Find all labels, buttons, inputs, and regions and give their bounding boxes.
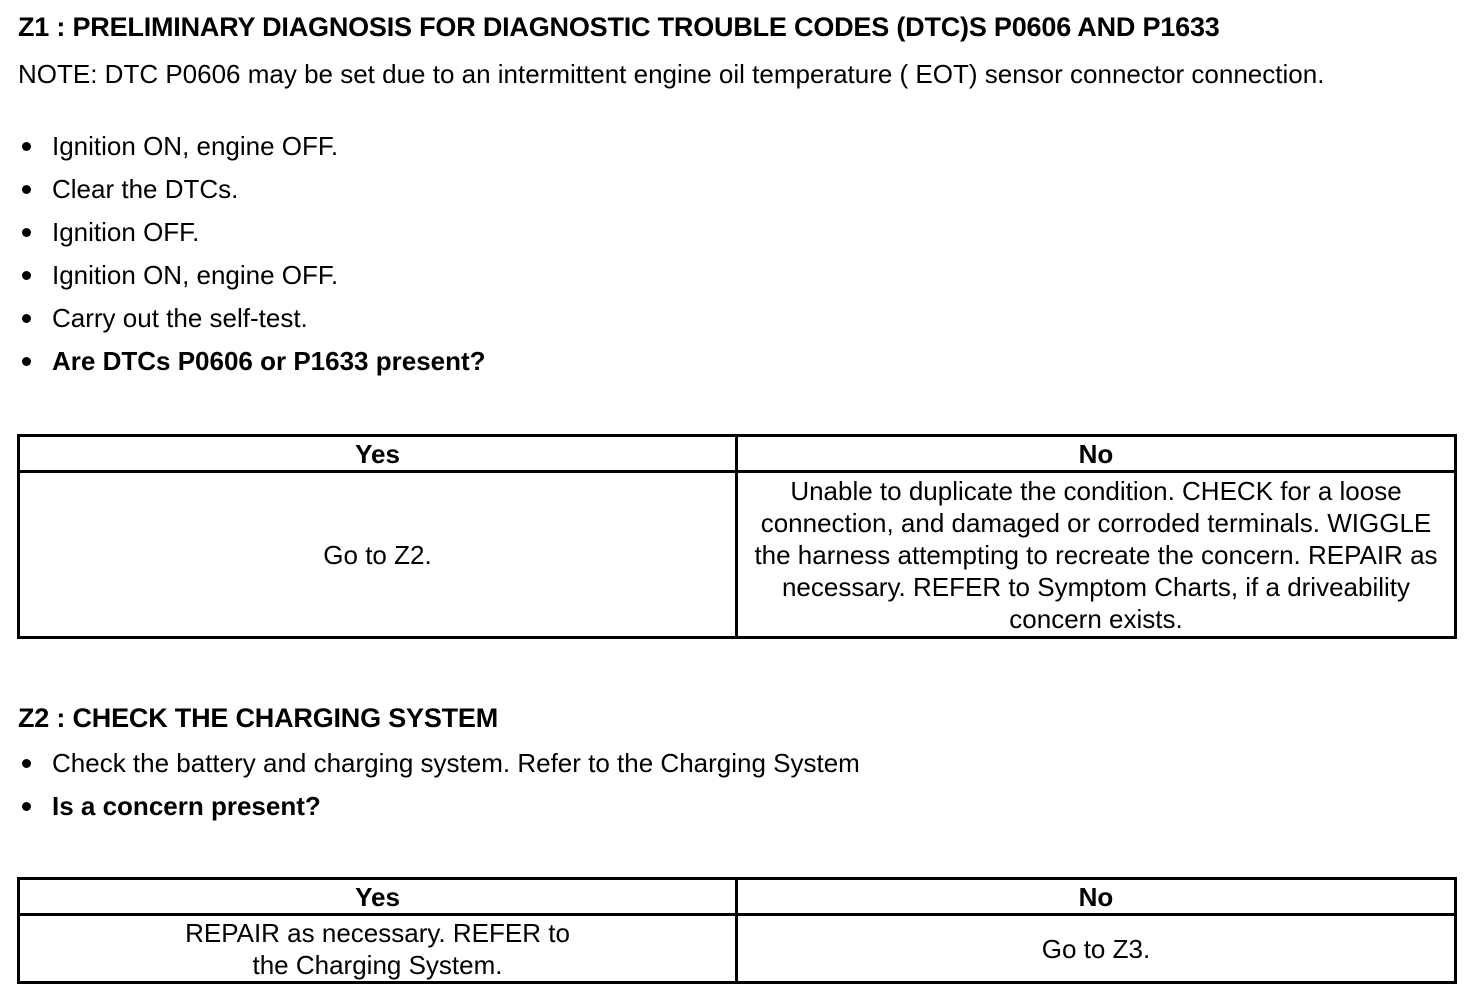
- z1-step: Carry out the self-test.: [18, 303, 486, 346]
- z2-step: Check the battery and charging system. Refer to the Charging System: [18, 748, 860, 791]
- yes-cell: REPAIR as necessary. REFER to the Charging System.: [19, 915, 737, 983]
- no-cell: Go to Z3.: [737, 915, 1456, 983]
- bullet-icon: [22, 271, 31, 280]
- z1-step: Ignition ON, engine OFF.: [18, 131, 486, 174]
- bullet-icon: [22, 357, 31, 366]
- yes-header: Yes: [19, 436, 737, 472]
- z2-yes-no-table: [17, 877, 1457, 984]
- bullet-icon: [22, 185, 31, 194]
- z2-heading: Z2 : CHECK THE CHARGING SYSTEM: [18, 703, 499, 733]
- z1-step-list: [18, 131, 486, 389]
- table-row: [19, 915, 1456, 983]
- z1-step: Clear the DTCs.: [18, 174, 486, 217]
- table-row: [19, 472, 1456, 638]
- no-header: No: [737, 436, 1456, 472]
- no-header: No: [737, 879, 1456, 915]
- yes-cell: Go to Z2.: [19, 472, 737, 638]
- bullet-icon: [22, 142, 31, 151]
- z2-step-list: [18, 748, 860, 834]
- no-cell: Unable to duplicate the condition. CHECK for a loose connection, and damaged or corroded terminals. WIGGLE the harness attempting to recreate the concern. REPAIR as necessary. REFER to Symptom Charts, if a driveability concern exists.: [737, 472, 1456, 638]
- z1-step: Ignition ON, engine OFF.: [18, 260, 486, 303]
- bullet-icon: [22, 802, 31, 811]
- z1-yes-no-table: [17, 434, 1457, 639]
- yes-header: Yes: [19, 879, 737, 915]
- z1-heading: Z1 : PRELIMINARY DIAGNOSIS FOR DIAGNOSTIC TROUBLE CODES (DTC)S P0606 AND P1633: [18, 12, 1220, 42]
- bullet-icon: [22, 228, 31, 237]
- z1-question: Are DTCs P0606 or P1633 present?: [18, 346, 486, 389]
- bullet-icon: [22, 314, 31, 323]
- table-header-row: [19, 436, 1456, 472]
- z2-question: Is a concern present?: [18, 791, 860, 834]
- z1-note: NOTE: DTC P0606 may be set due to an intermittent engine oil temperature ( EOT) sensor connector connection.: [18, 59, 1325, 89]
- z1-step: Ignition OFF.: [18, 217, 486, 260]
- bullet-icon: [22, 759, 31, 768]
- table-header-row: [19, 879, 1456, 915]
